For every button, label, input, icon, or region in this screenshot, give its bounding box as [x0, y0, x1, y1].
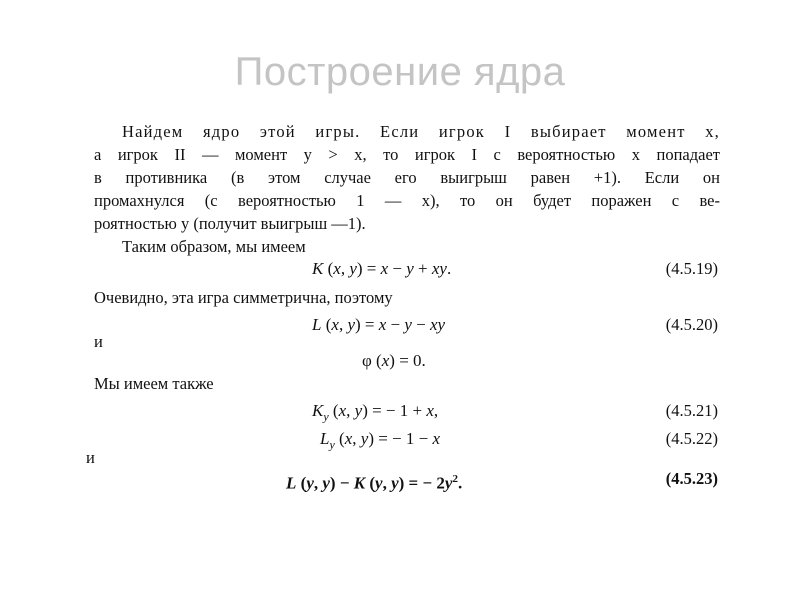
paragraph-line: Найдем ядро этой игры. Если игрок I выбирает момент x, [122, 122, 720, 141]
equation-number: (4.5.20) [665, 315, 718, 334]
equation-number: (4.5.19) [665, 259, 718, 278]
paragraph-line: роятностью y (получит выигрыш —1). [94, 214, 366, 233]
equation: φ (x) = 0. [362, 351, 426, 370]
equation-number: (4.5.22) [665, 429, 718, 448]
equation: $L_y$ (x, y) = − 1 − x [320, 429, 441, 452]
equation: L (y, y) − K (y, y) = − $2y^2$. [286, 473, 463, 493]
paragraph-line: промахнулся (с вероятностью 1 — x), то он будет поражен с ве- [94, 191, 720, 210]
equation-number: (4.5.23) [665, 469, 718, 488]
scanned-text-block [80, 118, 730, 498]
equation: K (x, y) = x − y + xy. [312, 259, 452, 278]
paragraph-line: Очевидно, эта игра симметрична, поэтому [94, 288, 393, 307]
paragraph-line: Мы имеем также [94, 374, 214, 393]
slide-title: Построение ядра [234, 50, 566, 94]
equation-number: (4.5.21) [665, 401, 718, 420]
paragraph-line: Таким образом, мы имеем [122, 237, 306, 256]
paragraph-line: а игрок II — момент y > x, то игрок I с вероятностью x попадает [94, 145, 720, 164]
equation: $K_y$ (x, y) = − 1 + x, [312, 401, 439, 424]
conjunction-text: и [94, 332, 103, 351]
equation: L (x, y) = x − y − xy [312, 315, 446, 334]
paragraph-line: в противника (в этом случае его выигрыш равен +1). Если он [94, 168, 720, 187]
conjunction-text: и [86, 448, 95, 467]
